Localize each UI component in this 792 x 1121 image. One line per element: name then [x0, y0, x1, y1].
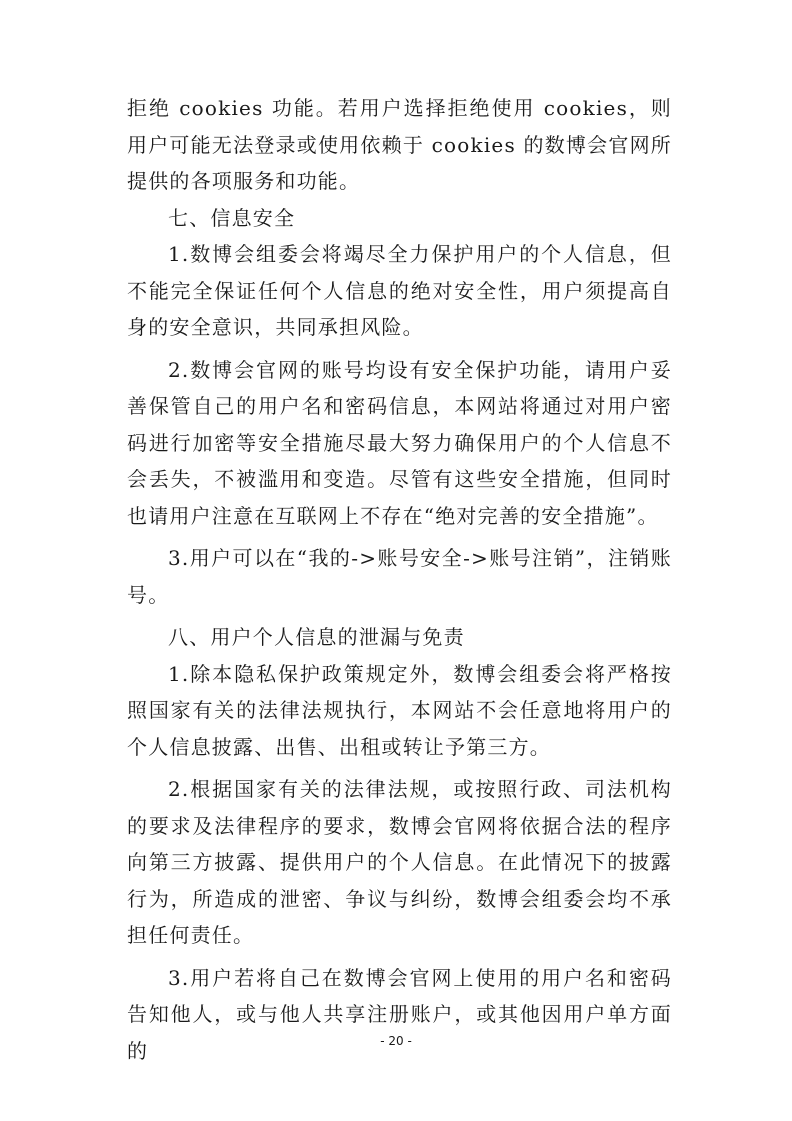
page-number: - 20 -: [380, 1034, 412, 1048]
paragraph-disclosure-item-2: 2.根据国家有关的法律法规，或按照行政、司法机构的要求及法律程序的要求，数博会官网将依据合法的程序向第三方披露、提供用户的个人信息。在此情况下的披露行为，所造成的泄密、争议与纠纷，数博会组委会均不承担任何责任。: [127, 777, 672, 947]
paragraph-security-item-1: 1.数博会组委会将竭尽全力保护用户的个人信息，但不能完全保证任何个人信息的绝对安全性，用户须提高自身的安全意识，共同承担风险。: [127, 242, 672, 339]
paragraph-security-item-3: 3.用户可以在“我的->账号安全->账号注销”，注销账号。: [127, 546, 672, 607]
paragraph-disclosure-item-1: 1.除本隐私保护政策规定外，数博会组委会将严格按照国家有关的法律法规执行，本网站不会任意地将用户的个人信息披露、出售、出租或转让予第三方。: [127, 661, 672, 759]
section-heading-disclosure-disclaimer: 八、用户个人信息的泄漏与免责: [168, 625, 465, 649]
paragraph-cookies-continuation: 拒绝 cookies 功能。若用户选择拒绝使用 cookies，则用户可能无法登录或使用依赖于 cookies 的数博会官网所提供的各项服务和功能。: [127, 96, 672, 193]
document-body: [127, 90, 672, 1069]
section-heading-information-security: 七、信息安全: [168, 205, 296, 230]
paragraph-security-item-2: 2.数博会官网的账号均设有安全保护功能，请用户妥善保管自己的用户名和密码信息，本网站将通过对用户密码进行加密等安全措施尽最大努力确保用户的个人信息不会丢失，不被滥用和变造。尽管有这些安全措施，但同时也请用户注意在互联网上不存在“绝对完善的安全措施”。: [127, 357, 672, 528]
paragraph-disclosure-item-3: 3.用户若将自己在数博会官网上使用的用户名和密码告知他人，或与他人共享注册账户，或其他因用户单方面的: [127, 965, 672, 1063]
